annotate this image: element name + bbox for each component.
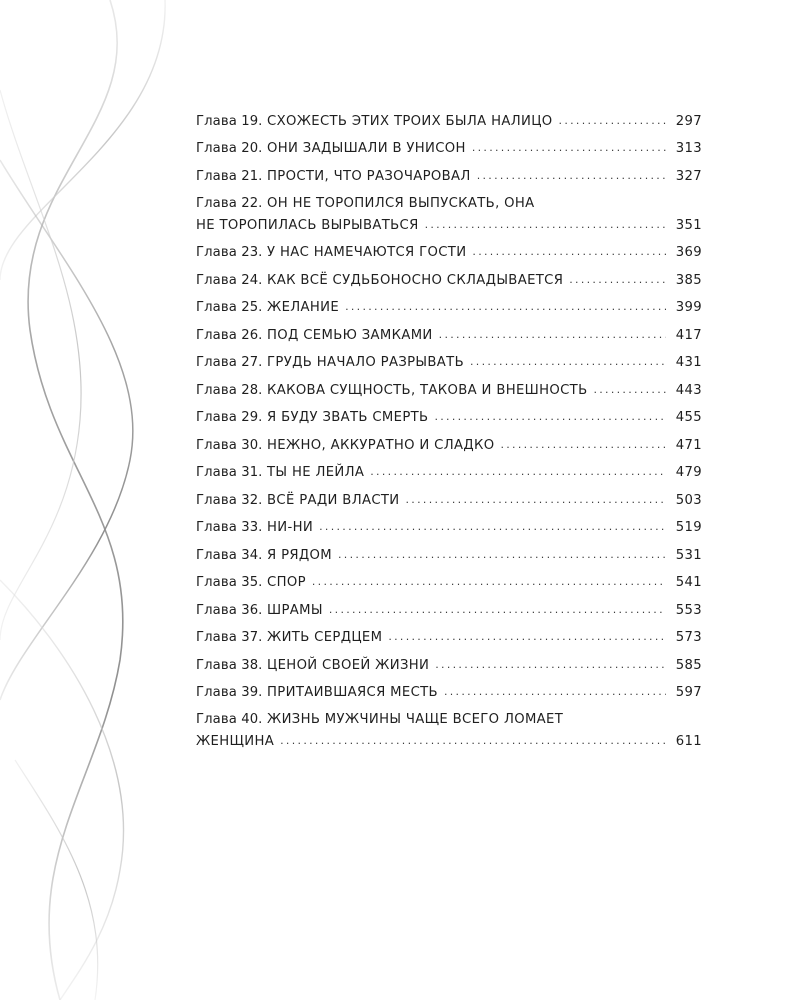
chapter-title: НЕЖНО, АККУРАТНО И СЛАДКО (267, 437, 495, 453)
chapter-title: НИ-НИ (267, 520, 314, 536)
chapter-prefix: Глава 31. (196, 465, 263, 481)
page-number: 519 (675, 520, 702, 536)
dot-leader (477, 166, 666, 185)
dot-leader (569, 270, 666, 289)
page-number: 541 (675, 575, 702, 591)
dot-leader (329, 600, 666, 619)
chapter-prefix: Глава 33. (196, 520, 263, 536)
page-number: 611 (675, 733, 702, 749)
chapter-title: У НАС НАМЕЧАЮТСЯ ГОСТИ (267, 245, 467, 261)
chapter-prefix: Глава 28. (196, 382, 263, 398)
dot-leader (338, 545, 666, 564)
dot-leader (319, 517, 666, 536)
chapter-title: ЦЕНОЙ СВОЕЙ ЖИЗНИ (267, 657, 430, 673)
dot-leader (345, 297, 666, 316)
wave-line (0, 160, 133, 700)
chapter-title: СПОР (267, 575, 306, 591)
dot-leader (472, 242, 666, 261)
wave-line (0, 90, 81, 640)
page-number: 503 (675, 492, 702, 508)
wave-line (0, 580, 123, 1000)
toc-entry (196, 243, 702, 262)
chapter-title: ВСЁ РАДИ ВЛАСТИ (267, 492, 400, 508)
page-number: 471 (675, 437, 702, 453)
chapter-prefix: Глава 34. (196, 547, 263, 563)
toc-entry (196, 546, 702, 565)
page-number: 479 (675, 465, 702, 481)
toc-entry (196, 353, 702, 372)
chapter-title: ТЫ НЕ ЛЕЙЛА (267, 465, 365, 481)
page-number: 385 (675, 272, 702, 288)
chapter-title-continuation: НЕ ТОРОПИЛАСЬ ВЫРЫВАТЬСЯ (196, 217, 419, 233)
chapter-prefix: Глава 23. (196, 245, 263, 261)
chapter-title: ШРАМЫ (267, 602, 323, 618)
toc-entry (196, 408, 702, 427)
toc-entry (196, 573, 702, 592)
toc-entry (196, 463, 702, 482)
page-number: 431 (675, 355, 702, 371)
chapter-prefix: Глава 39. (196, 684, 263, 700)
toc-entry (196, 194, 702, 235)
dot-leader (406, 490, 666, 509)
chapter-title: СХОЖЕСТЬ ЭТИХ ТРОИХ БЫЛА НАЛИЦО (267, 114, 553, 129)
wave-line (28, 0, 123, 1000)
chapter-prefix: Глава 26. (196, 327, 263, 343)
page-number: 455 (675, 410, 702, 426)
toc-entry (196, 683, 702, 702)
chapter-prefix: Глава 29. (196, 410, 263, 426)
chapter-title-continuation: ЖЕНЩИНА (196, 733, 275, 749)
chapter-title: ЖИЗНЬ МУЖЧИНЫ ЧАЩЕ ВСЕГО ЛОМАЕТ (267, 712, 564, 728)
chapter-prefix: Глава 38. (196, 657, 263, 673)
chapter-title: ЖИТЬ СЕРДЦЕМ (267, 630, 383, 646)
dot-leader (470, 352, 666, 371)
dot-leader (559, 111, 666, 130)
chapter-prefix: Глава 22. (196, 196, 263, 212)
page-number: 399 (675, 300, 702, 316)
toc-entry (196, 601, 702, 620)
toc-entry (196, 436, 702, 455)
table-of-contents (196, 112, 702, 759)
dot-leader (500, 435, 666, 454)
wave-line (15, 760, 98, 1000)
dot-leader (472, 138, 666, 157)
chapter-title: Я РЯДОМ (267, 547, 333, 563)
page-number: 313 (675, 141, 702, 157)
page-number: 351 (675, 217, 702, 233)
toc-entry (196, 491, 702, 510)
dot-leader (370, 462, 666, 481)
toc-entry (196, 167, 702, 186)
page-number: 369 (675, 245, 702, 261)
toc-entry (196, 518, 702, 537)
page-number: 327 (675, 168, 702, 184)
toc-entry (196, 326, 702, 345)
toc-entry (196, 298, 702, 317)
chapter-prefix: Глава 37. (196, 630, 263, 646)
dot-leader (444, 682, 666, 701)
chapter-title: Я БУДУ ЗВАТЬ СМЕРТЬ (267, 410, 429, 426)
chapter-title: КАКОВА СУЩНОСТЬ, ТАКОВА И ВНЕШНОСТЬ (267, 382, 588, 398)
toc-entry (196, 271, 702, 290)
chapter-prefix: Глава 21. (196, 168, 263, 184)
toc-entry (196, 710, 702, 751)
chapter-title: КАК ВСЁ СУДЬБОНОСНО СКЛАДЫВАЕТСЯ (267, 272, 564, 288)
dot-leader (312, 572, 666, 591)
toc-entry (196, 139, 702, 158)
page-number: 573 (675, 630, 702, 646)
chapter-prefix: Глава 25. (196, 300, 263, 316)
dot-leader (439, 325, 666, 344)
chapter-title: ПОД СЕМЬЮ ЗАМКАМИ (267, 327, 433, 343)
chapter-title: ОН НЕ ТОРОПИЛСЯ ВЫПУСКАТЬ, ОНА (267, 196, 535, 212)
page-number: 443 (675, 382, 702, 398)
toc-entry (196, 112, 702, 131)
chapter-prefix: Глава 40. (196, 712, 263, 728)
dot-leader (425, 215, 666, 234)
chapter-prefix: Глава 20. (196, 141, 263, 157)
dot-leader (435, 655, 666, 674)
chapter-prefix: Глава 32. (196, 492, 263, 508)
page-number: 597 (675, 684, 702, 700)
chapter-prefix: Глава 19. (196, 114, 263, 129)
toc-entry (196, 628, 702, 647)
page-number: 585 (675, 657, 702, 673)
wave-line (0, 0, 165, 280)
page-number: 531 (675, 547, 702, 563)
page-number: 417 (675, 327, 702, 343)
chapter-prefix: Глава 30. (196, 437, 263, 453)
toc-entry (196, 656, 702, 675)
chapter-title: ГРУДЬ НАЧАЛО РАЗРЫВАТЬ (267, 355, 464, 371)
dot-leader (388, 627, 666, 646)
chapter-prefix: Глава 35. (196, 575, 263, 591)
toc-entry (196, 381, 702, 400)
chapter-title: ЖЕЛАНИЕ (267, 300, 340, 316)
chapter-title: ПРИТАИВШАЯСЯ МЕСТЬ (267, 684, 438, 700)
chapter-title: ОНИ ЗАДЫШАЛИ В УНИСОН (267, 141, 466, 157)
page-number: 297 (675, 114, 702, 129)
chapter-prefix: Глава 36. (196, 602, 263, 618)
chapter-prefix: Глава 27. (196, 355, 263, 371)
dot-leader (593, 380, 666, 399)
page-number: 553 (675, 602, 702, 618)
chapter-prefix: Глава 24. (196, 272, 263, 288)
dot-leader (280, 731, 666, 750)
chapter-title: ПРОСТИ, ЧТО РАЗОЧАРОВАЛ (267, 168, 471, 184)
dot-leader (434, 407, 666, 426)
